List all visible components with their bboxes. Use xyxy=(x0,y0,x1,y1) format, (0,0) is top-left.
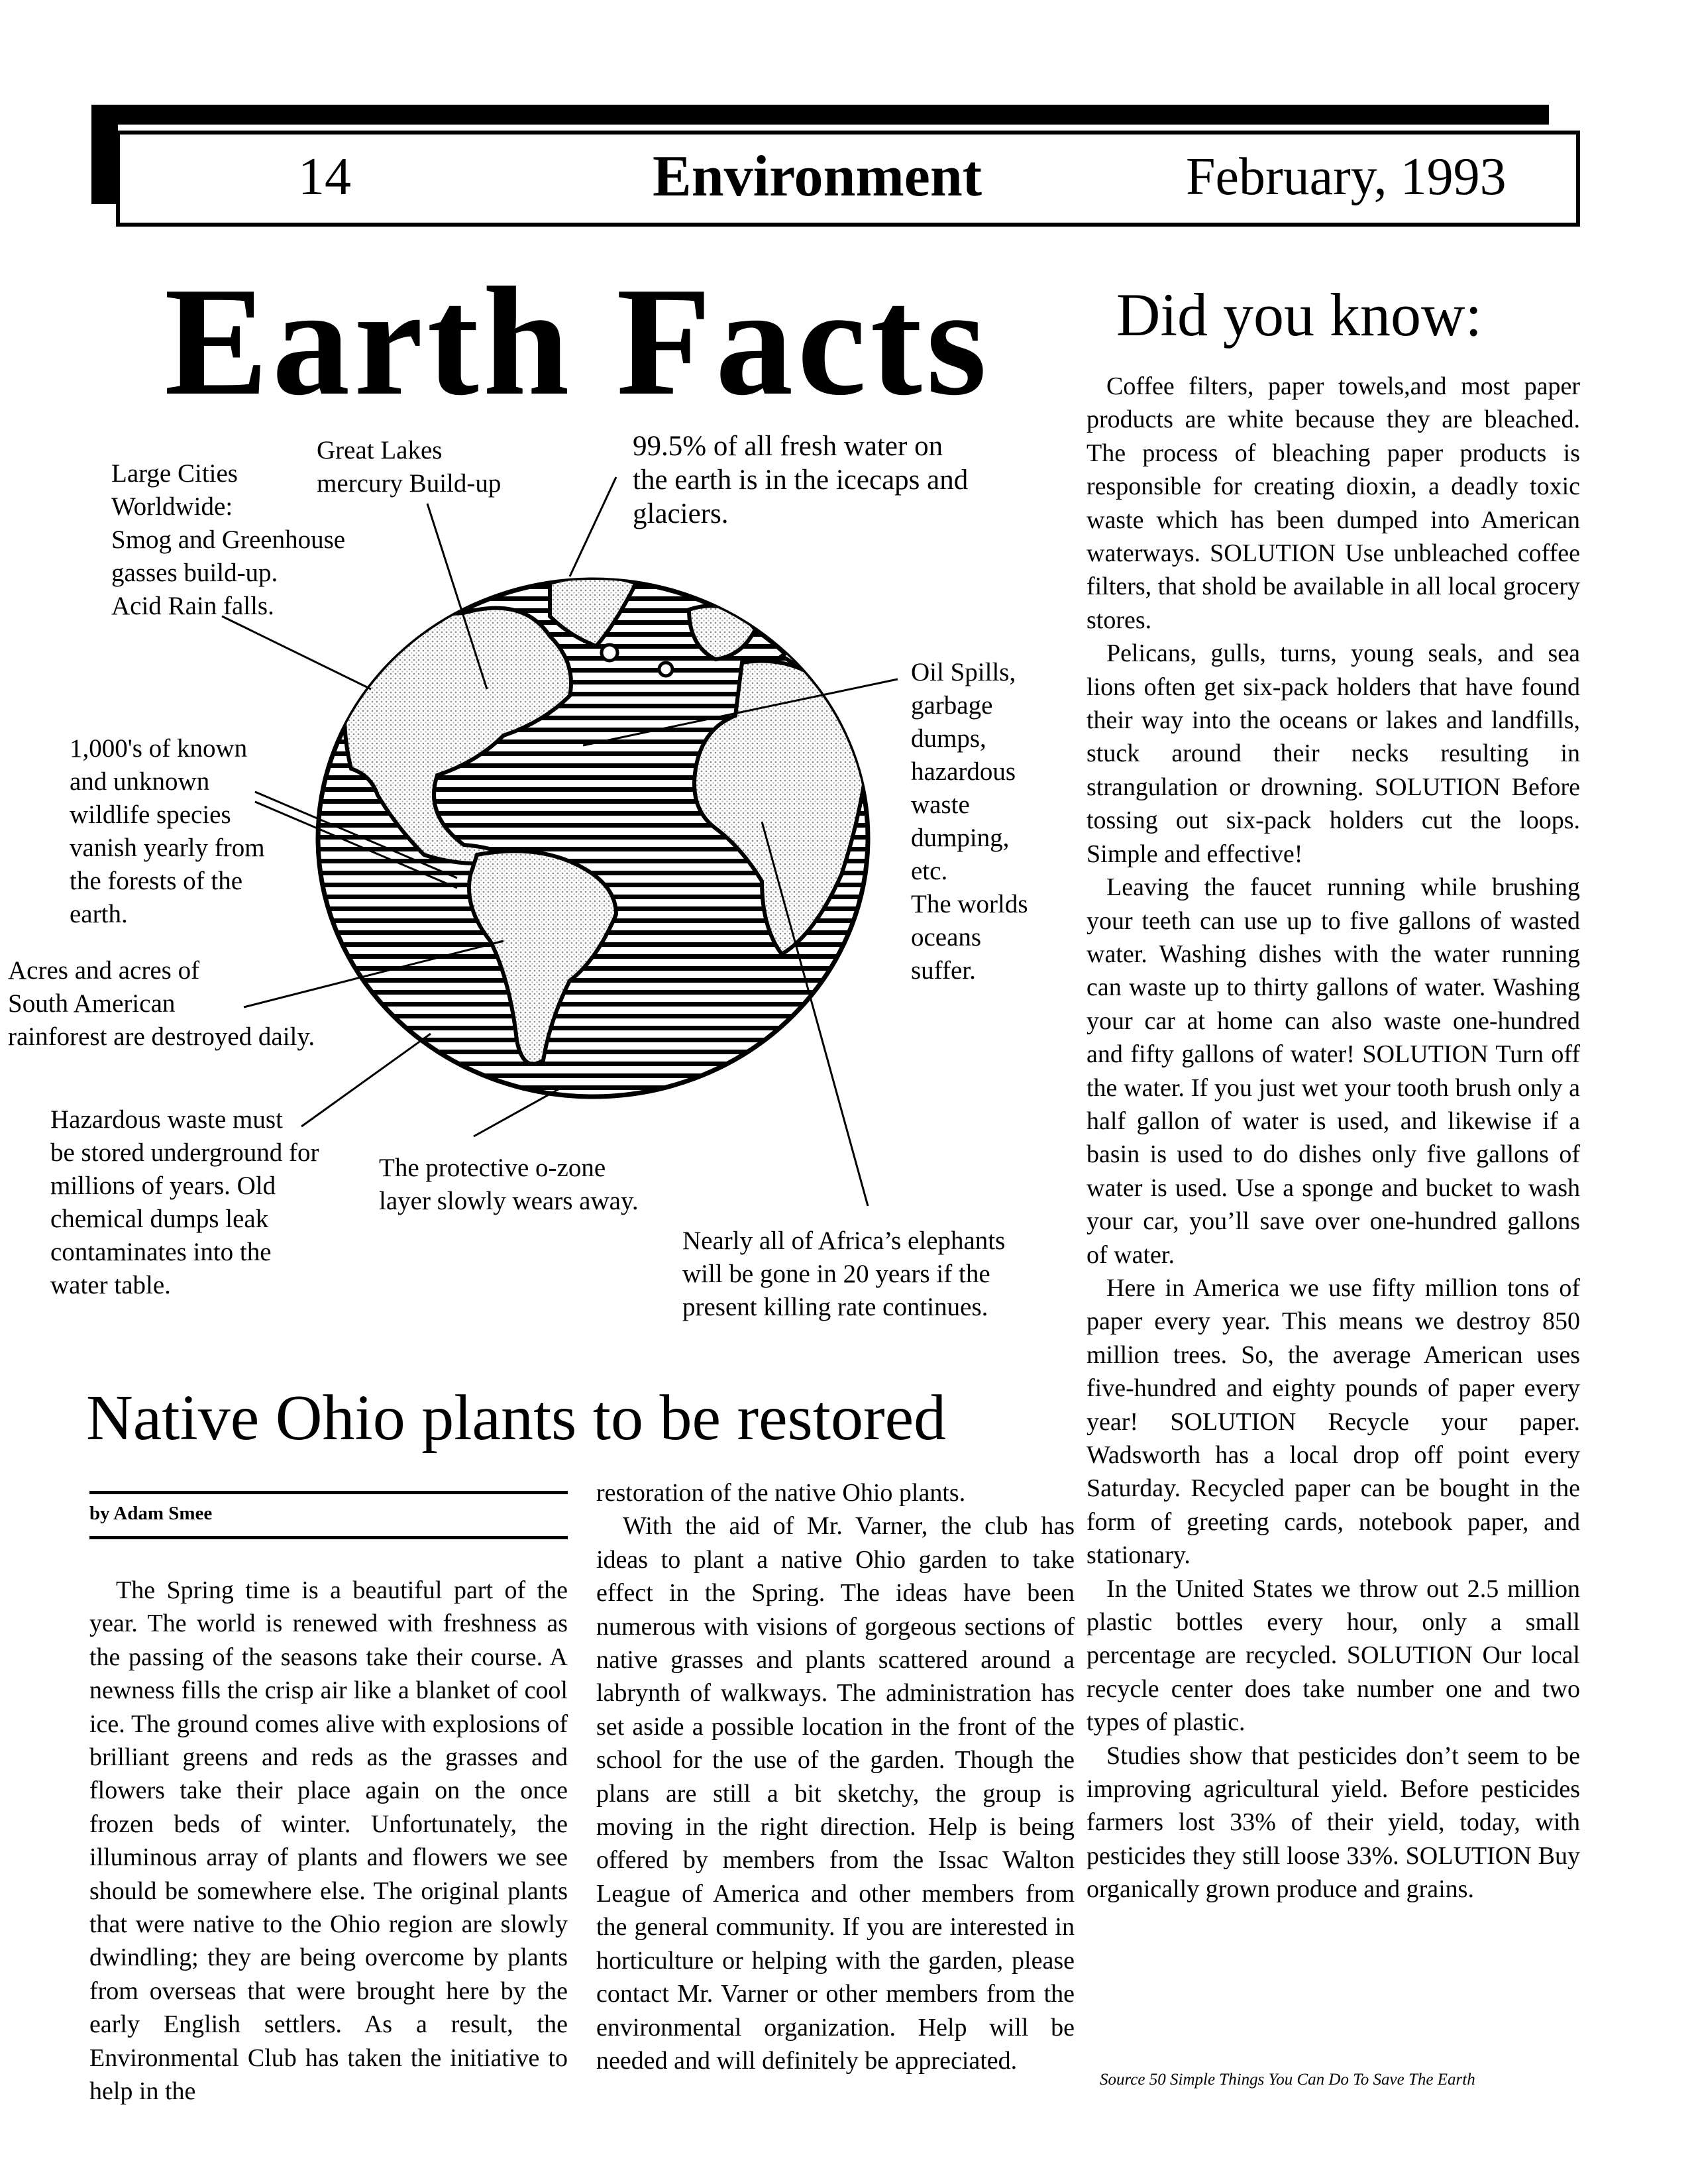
fact-paragraph: Coffee filters, paper towels,and most paper products are white because they are bleached. The process of bleaching paper products is responsible for creating dioxin, a deadly toxic waste which has been dumped into American waterways. SOLUTION Use unbleached coffee filters, that shold be available in all local grocery stores. xyxy=(1086,372,1580,634)
article-paragraph: The Spring time is a beautiful part of the year. The world is renewed with freshness as the passing of the seasons take their course. A newness fills the crisp air like a blanket of cool ice. The ground comes alive with explosions of brilliant greens and reds as the grasses and flowers take their place again on the once frozen beds of winter. Unfortunately, the illuminous array of plants and flowers we see should be somewhere else. The original plants that were native to the Ohio region are slowly dwindling; they are being overcome by plants from overseas that were brought here by the early English settlers. As a result, the Environmental Club has taken the initiative to help in the xyxy=(89,1576,568,2106)
label-ozone: The protective o-zone layer slowly wears away. xyxy=(379,1154,639,1215)
label-rainforest: Acres and acres of South American rainforest are destroyed daily. xyxy=(8,956,315,1051)
fact-paragraph: Studies show that pesticides don’t seem to be improving agricultural yield. Before pesticides farmers lost 33% of their yield, today, with pesticides they still loose 33%. SOLUTION Buy organically grown produce and grains. xyxy=(1086,1741,1580,1904)
issue-date: February, 1993 xyxy=(1186,148,1507,206)
label-great-lakes: Great Lakes mercury Build-up xyxy=(317,436,502,498)
did-you-know-title: Did you know: xyxy=(1116,281,1482,349)
did-you-know-body xyxy=(1086,370,1580,1906)
section-title: Environment xyxy=(653,144,982,209)
label-hazardous-waste: Hazardous waste must be stored underground for millions of years. Old chemical dumps leak contaminates into the water table. xyxy=(50,1105,319,1299)
byline-rule-top xyxy=(89,1491,568,1494)
label-oil-spills: Oil Spills, garbage dumps, hazardous waste dumping, etc. The worlds oceans suffer. xyxy=(911,658,1028,985)
label-large-cities: Large Cities Worldwide: Smog and Greenhouse gasses build-up. Acid Rain falls. xyxy=(111,459,346,620)
page-number: 14 xyxy=(298,148,351,206)
article-byline: by Adam Smee xyxy=(89,1503,213,1524)
earth-facts-title: Earth Facts xyxy=(164,255,991,427)
article-column-1 xyxy=(89,1574,568,2108)
fact-paragraph: Pelicans, gulls, turns, young seals, and sea lions often get six-pack holders that have found their way into the oceans or lakes and landfills, stuck around their necks resulting in strangulation or drowning. SOLUTION Before tossing out six-pack holders cut the loops. Simple and effective! xyxy=(1086,639,1580,868)
label-wildlife: 1,000's of known and unknown wildlife species vanish yearly from the forests of the earth. xyxy=(70,734,265,928)
source-credit: Source 50 Simple Things You Can Do To Save The Earth xyxy=(1100,2071,1475,2089)
article-paragraph: With the aid of Mr. Varner, the club has ideas to plant a native Ohio garden to take effect in the Spring. The ideas have been numerous with visions of gorgeous sections of native grasses and plants scattered around a labrynth of walkways. The administration has set aside a possible location in the front of the school for the use of the garden. Though the plans are still a bit sketchy, the group is moving in the right direction. Help is being offered by members from the Issac Walton League of America and other members from the general community. If you are interested in horticulture or helping with the garden, please contact Mr. Varner or other members from the environmental organization. Help will be needed and will definitely be appreciated. xyxy=(596,1512,1075,2075)
article-column-2 xyxy=(596,1476,1075,2077)
globe-icon xyxy=(318,576,868,1097)
label-fresh-water: 99.5% of all fresh water on the earth is in the icecaps and glaciers. xyxy=(633,431,969,529)
fact-paragraph: Leaving the faucet running while brushing your teeth can use up to five gallons of wasted water. Washing dishes with the water running can waste up to thirty gallons of water. Washing your car at home can also waste one-hundred and fifty gallons of water! SOLUTION Turn off the water. If you just wet your tooth brush only a half gallon of water is used, and likewise if a basin is used to do dishes only five gallons of water is used. Use a sponge and bucket to wash your car, you’ll save over one-hundred gallons of water. xyxy=(1086,873,1580,1269)
label-elephants: Nearly all of Africa’s elephants will be gone in 20 years if the present killing rate continues. xyxy=(682,1227,1006,1321)
article-paragraph: restoration of the native Ohio plants. xyxy=(596,1479,966,1507)
fact-paragraph: In the United States we throw out 2.5 million plastic bottles every hour, only a small percentage are recycled. SOLUTION Our local recycle center does take number one and two types of plastic. xyxy=(1086,1574,1580,1737)
fact-paragraph: Here in America we use fifty million tons of paper every year. This means we destroy 850 million trees. So, the average American uses five-hundred and eighty pounds of paper every year! SOLUTION Recycle your paper. Wadsworth has a local drop off point every Saturday. Recycled paper can be bought in the form of greeting cards, notebook paper, and stationary. xyxy=(1086,1274,1580,1570)
byline-rule-bottom xyxy=(89,1536,568,1539)
article-headline: Native Ohio plants to be restored xyxy=(86,1382,947,1454)
